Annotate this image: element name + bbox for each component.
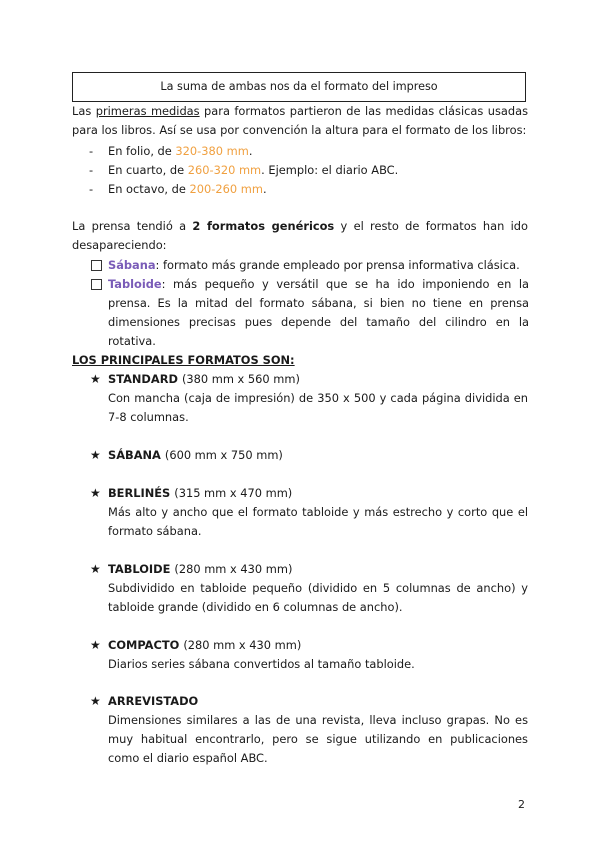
- star-icon: ★: [90, 448, 101, 462]
- checkbox-icon: [91, 260, 102, 271]
- star-icon: ★: [90, 486, 101, 500]
- size-after: .: [262, 182, 267, 196]
- term-description: : más pequeño y versátil que se ha ido imponiendo en la prensa. Es la mitad del formato sábana, si bien no tiene en prensa dimensiones precisas pues depende del tamaño del cilindro en la rotativa.: [108, 277, 529, 348]
- boxed-note: La suma de ambas nos da el formato del impreso: [72, 72, 526, 102]
- dash-bullet: -: [89, 182, 94, 196]
- dash-bullet: -: [89, 144, 94, 158]
- format-sabana: [90, 446, 528, 465]
- checkbox-icon: [91, 279, 102, 290]
- formats-heading: LOS PRINCIPALES FORMATOS SON:: [72, 353, 295, 367]
- format-standard: [90, 370, 528, 427]
- format-name: SÁBANA: [108, 448, 161, 462]
- format-berlines: [90, 484, 528, 541]
- star-icon: ★: [90, 562, 101, 576]
- list-item: [91, 256, 529, 275]
- format-dimensions: (280 mm x 430 mm): [174, 562, 293, 576]
- format-name: COMPACTO: [108, 638, 180, 652]
- format-compacto: [90, 636, 528, 674]
- format-dimensions: (280 mm x 430 mm): [183, 638, 302, 652]
- format-description: Con mancha (caja de impresión) de 350 x 500 y cada página dividida en 7-8 columnas.: [108, 391, 528, 424]
- term-sabana: Sábana: [108, 258, 156, 272]
- list-item: [89, 161, 529, 180]
- size-after: . Ejemplo: el diario ABC.: [261, 163, 399, 177]
- star-icon: ★: [90, 372, 101, 386]
- size-label: En octavo, de: [108, 182, 186, 196]
- format-name: ARREVISTADO: [108, 694, 199, 708]
- term-tabloide: Tabloide: [108, 277, 162, 291]
- format-description: Diarios series sábana convertidos al tamaño tabloide.: [108, 657, 415, 671]
- size-label: En folio, de: [108, 144, 172, 158]
- size-list: [89, 142, 529, 199]
- generic-bold: 2 formatos genéricos: [192, 219, 335, 233]
- intro-rest: para formatos partieron de las medidas clásicas usadas para los libros. Así se usa por convención la altura para el formato de los libros:: [72, 104, 529, 137]
- size-label: En cuarto, de: [108, 163, 185, 177]
- intro-underlined: primeras medidas: [95, 104, 200, 118]
- list-item: [89, 180, 529, 199]
- star-icon: ★: [90, 638, 101, 652]
- format-name: STANDARD: [108, 372, 178, 386]
- page-number: 2: [518, 798, 525, 811]
- format-arrevistado: [90, 692, 528, 768]
- format-description: Más alto y ancho que el formato tabloide y más estrecho y corto que el formato sábana.: [108, 505, 528, 538]
- format-name: TABLOIDE: [108, 562, 171, 576]
- intro-prefix: Las: [72, 104, 92, 118]
- format-description: Dimensiones similares a las de una revista, lleva incluso grapas. No es muy habitual encontrarlo, pero se sigue utilizando en publicaciones como el diario español ABC.: [108, 713, 528, 765]
- size-value: 260-320 mm: [187, 163, 262, 177]
- size-value: 320-380 mm: [175, 144, 249, 158]
- list-item: [89, 142, 529, 161]
- format-dimensions: (315 mm x 470 mm): [174, 486, 293, 500]
- generic-paragraph: [72, 217, 528, 255]
- format-tabloide: [90, 560, 528, 617]
- generic-format-list: [91, 256, 529, 351]
- format-description: Subdividido en tabloide pequeño (dividido en 5 columnas de ancho) y tabloide grande (dividido en 6 columnas de ancho).: [108, 581, 528, 614]
- generic-prefix: La prensa tendió a: [72, 219, 187, 233]
- size-after: .: [248, 144, 253, 158]
- size-value: 200-260 mm: [189, 182, 263, 196]
- term-description: : formato más grande empleado por prensa informativa clásica.: [155, 258, 520, 272]
- format-name: BERLINÉS: [108, 486, 171, 500]
- dash-bullet: -: [89, 163, 94, 177]
- list-item: [91, 275, 529, 351]
- intro-paragraph: [72, 102, 528, 140]
- generic-rest: y el resto de formatos han ido desapareciendo:: [72, 219, 528, 252]
- format-dimensions: (600 mm x 750 mm): [164, 448, 283, 462]
- star-icon: ★: [90, 694, 101, 708]
- format-dimensions: (380 mm x 560 mm): [181, 372, 300, 386]
